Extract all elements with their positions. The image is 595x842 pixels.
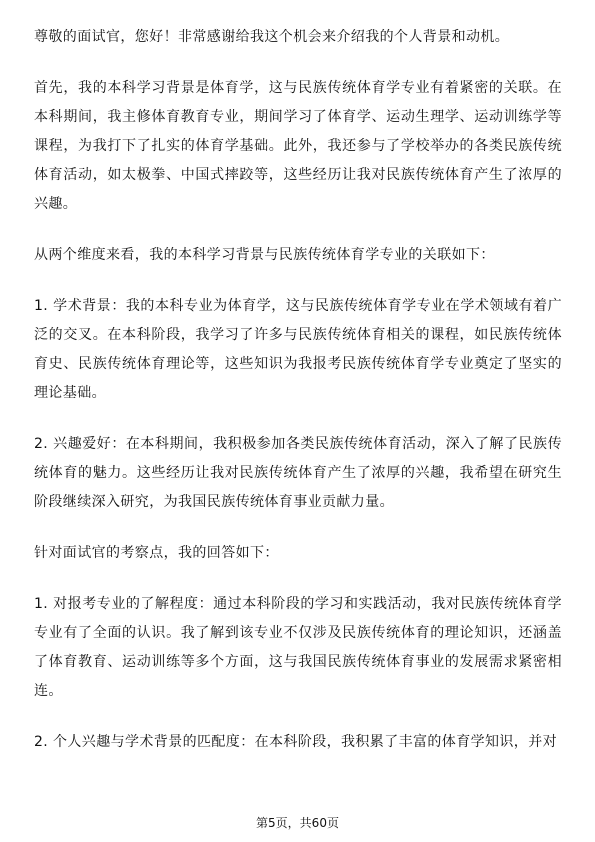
dimensions-intro-paragraph: 从两个维度来看，我的本科学习背景与民族传统体育学专业的关联如下： bbox=[34, 247, 495, 263]
interest-paragraph: 2. 兴趣爱好：在本科期间，我积极参加各类民族传统体育活动，深入了解了民族传统体育的魅力。这些经历让我对民族传统体育产生了浓厚的兴趣，我希望在研究生阶段继续深入研究，为我国民族传统体育事业贡献力量。 bbox=[34, 436, 562, 510]
greeting-paragraph: 尊敬的面试官，您好！非常感谢给我这个机会来介绍我的个人背景和动机。 bbox=[34, 29, 510, 45]
page-number-footer: 第5页，共60页 bbox=[256, 816, 339, 830]
answers-intro-paragraph: 针对面试官的考察点，我的回答如下： bbox=[34, 545, 279, 561]
interest-match-paragraph: 2. 个人兴趣与学术背景的匹配度：在本科阶段，我积累了丰富的体育学知识，并对 bbox=[34, 734, 558, 750]
academic-background-paragraph: 1. 学术背景：我的本科专业为体育学，这与民族传统体育学专业在学术领域有着广泛的交叉。在本科阶段，我学习了许多与民族传统体育相关的课程，如民族传统体育史、民族传统体育理论等，这些知识为我报考民族传统体育学专业奠定了坚实的理论基础。 bbox=[34, 298, 562, 401]
background-paragraph: 首先，我的本科学习背景是体育学，这与民族传统体育学专业有着紧密的关联。在本科期间，我主修体育教育专业，期间学习了体育学、运动生理学、运动训练学等课程，为我打下了扎实的体育学基础。此外，我还参与了学校举办的各类民族传统体育活动，如太极拳、中国式摔跤等，这些经历让我对民族传统体育产生了浓厚的兴趣。 bbox=[34, 80, 562, 212]
document-body bbox=[34, 23, 562, 757]
major-understanding-paragraph: 1. 对报考专业的了解程度：通过本科阶段的学习和实践活动，我对民族传统体育学专业有了全面的认识。我了解到该专业不仅涉及民族传统体育的理论知识，还涵盖了体育教育、运动训练等多个方面，这与我国民族传统体育事业的发展需求紧密相连。 bbox=[34, 596, 562, 699]
